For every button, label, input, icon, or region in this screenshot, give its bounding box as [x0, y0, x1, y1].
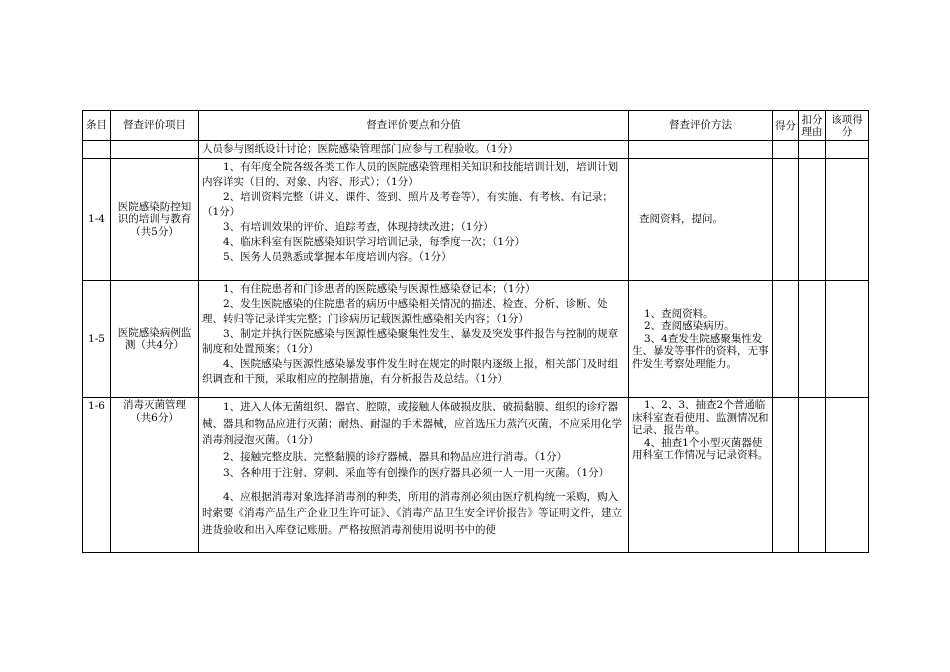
point-line: 3、制定并执行医院感染与医源性感染聚集性发生、暴发及突发事件报告与控制的规章制度和处置预案；（1分） — [202, 328, 619, 355]
row-method — [629, 281, 773, 398]
method-line: 2、查阅感染病历。 — [644, 320, 735, 333]
table-row — [83, 141, 869, 159]
point-line: 5、医务人员熟悉或掌握本年度培训内容。（1分） — [223, 251, 452, 263]
deduct-cell — [799, 281, 826, 398]
inspection-table — [82, 110, 869, 553]
item-score-cell — [826, 398, 869, 553]
method-line: 1、查阅资料。 — [644, 307, 714, 320]
item-score-cell — [826, 141, 869, 159]
col-method-header: 督查评价方法 — [629, 111, 773, 141]
point-line: 3、各种用于注射、穿刺、采血等有创操作的医疗器具必须一人一用一灭菌。（1分） — [223, 467, 610, 479]
method-line: 1、2、3、抽查2个普通临床科室查看使用、监测情况和记录、报告单。 — [632, 399, 769, 436]
score-cell — [773, 141, 799, 159]
item-score-cell — [826, 159, 869, 281]
point-line: 2、培训资料完整（讲义、课件、签到、照片及考卷等），有实施、有考核、有记录；（1分） — [202, 191, 613, 218]
table-row — [83, 398, 869, 553]
row-no: 1-5 — [83, 281, 111, 398]
method-line: 3、4查发生院感聚集性发生、暴发等事件的资料，无事件发生考察处理能力。 — [632, 332, 769, 370]
row-item — [111, 141, 199, 159]
row-method — [629, 141, 773, 159]
score-cell — [773, 159, 799, 281]
col-points-header: 督查评价要点和分值 — [199, 111, 629, 141]
point-line: 人员参与图纸设计讨论；医院感染管理部门应参与工程验收。（1分） — [202, 143, 519, 155]
col-deduct-header: 扣分理由 — [799, 111, 826, 141]
col-score-header: 得分 — [773, 111, 799, 141]
col-item-header: 督查评价项目 — [111, 111, 199, 141]
row-item: 消毒灭菌管理（共6分） — [111, 398, 199, 553]
point-line: 2、接触完整皮肤、完整黏膜的诊疗器械、器具和物品应进行消毒。（1分） — [223, 450, 568, 463]
table-row — [83, 281, 869, 398]
row-item: 医院感染防控知识的培训与教育（共5分） — [111, 159, 199, 281]
table-row — [83, 159, 869, 281]
header-row — [83, 111, 869, 141]
row-method — [629, 159, 773, 281]
point-line: 1、有住院患者和门诊患者的医院感染与医源性感染登记本；（1分） — [223, 283, 536, 295]
point-line: 4、医院感染与医源性感染暴发事件发生时在规定的时限内逐级上报，相关部门及时组织调查和干预，采取相应的控制措施，有分析报告及总结。（1分） — [202, 358, 619, 385]
col-item-score-header: 该项得分 — [826, 111, 869, 141]
score-cell — [773, 281, 799, 398]
method-line: 查阅资料，提问。 — [639, 213, 723, 226]
row-points — [199, 281, 629, 398]
row-no — [83, 141, 111, 159]
point-line: 1、进入人体无菌组织、器官、腔隙，或接触人体破损皮肤、破损黏膜、组织的诊疗器械、器具和物品应进行灭菌；耐热、耐湿的手术器械，应首选压力蒸汽灭菌，不应采用化学消毒剂浸泡灭菌。（1分） — [202, 401, 622, 446]
point-line: 4、临床科室有医院感染知识学习培训记录，每季度一次；（1分） — [223, 236, 526, 248]
deduct-cell — [799, 398, 826, 553]
deduct-cell — [799, 159, 826, 281]
row-no: 1-4 — [83, 159, 111, 281]
row-points — [199, 141, 629, 159]
method-line: 4、抽查1个小型灭菌器使用科室工作情况与记录资料。 — [632, 436, 769, 461]
point-line: 1、有年度全院各级各类工作人员的医院感染管理相关知识和技能培训计划，培训计划内容详实（目的、对象、内容、形式）；（1分） — [202, 161, 619, 188]
row-method — [629, 398, 773, 553]
item-score-cell — [826, 281, 869, 398]
row-no: 1-6 — [83, 398, 111, 553]
point-line: 3、有培训效果的评价、追踪考查，体现持续改进；（1分） — [223, 221, 494, 233]
row-points — [199, 398, 629, 553]
deduct-cell — [799, 141, 826, 159]
score-cell — [773, 398, 799, 553]
row-points — [199, 159, 629, 281]
point-line: 4、应根据消毒对象选择消毒剂的种类，所用的消毒剂必须由医疗机构统一采购，购入时索要《消毒产品生产企业卫生许可证》、《消毒产品卫生安全评价报告》等证明文件，建立进货验收和出入库登记账册。严格按照消毒剂使用说明书中的使 — [202, 490, 622, 536]
row-item: 医院感染病例监测（共4分） — [111, 281, 199, 398]
col-no-header: 条目 — [83, 111, 111, 141]
point-line: 2、发生医院感染的住院患者的病历中感染相关情况的描述、检查、分析、诊断、处理、转归等记录详实完整；门诊病历记载医源性感染相关内容；（1分） — [202, 298, 608, 325]
